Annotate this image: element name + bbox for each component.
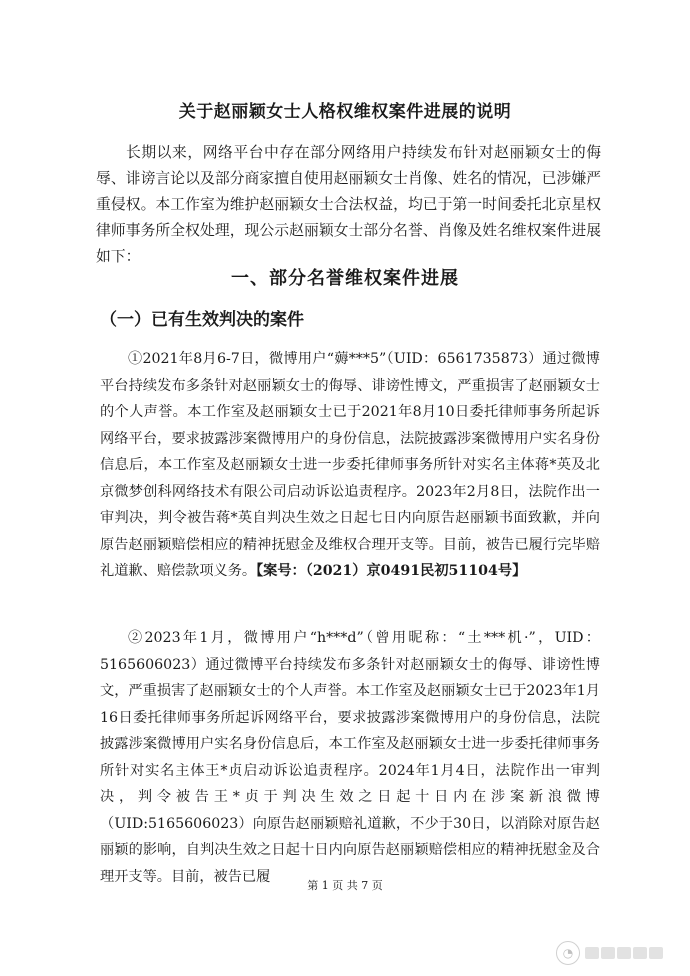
- section-heading: 一、部分名誉维权案件进展: [231, 268, 459, 289]
- watermark-blocks: [585, 947, 663, 959]
- page-footer: 第 1 页 共 7 页: [307, 879, 383, 892]
- document-title: 关于赵丽颖女士人格权维权案件进展的说明: [178, 102, 512, 122]
- subsection-heading: （一）已有生效判决的案件: [100, 310, 304, 330]
- case-1-reference: 【案号：（2021）京0491民初51104号】: [256, 563, 527, 579]
- watermark-block: [601, 947, 615, 959]
- watermark-block: [585, 947, 599, 959]
- watermark-block: [633, 947, 647, 959]
- case-1-paragraph: [100, 346, 600, 585]
- watermark-block: [617, 947, 631, 959]
- watermark: [556, 938, 684, 968]
- watermark-logo-icon: ◔: [556, 941, 580, 965]
- case-1-text: ①2021年8月6-7日，微博用户“薅***5”（UID：6561735873）通过微博平台持续发布多条针对赵丽颖女士的侮辱、诽谤性博文，严重损害了赵丽颖女士的个人声誉。本工作室及赵丽颖女士已于2021年8月10日委托律师事务所起诉网络平台，要求披露涉案微博用户的身份信息，法院披露涉案微博用户实名身份信息后，本工作室及赵丽颖女士进一步委托律师事务所针对实名主体蒋*英及北京微梦创科网络技术有限公司启动诉讼追责程序。2023年2月8日，法院作出一审判决，判令被告蒋*英自判决生效之日起七日内向原告赵丽颖书面致歉，并向原告赵丽颖赔偿相应的精神抚慰金及维权合理开支等。目前，被告已履行完毕赔礼道歉、赔偿款项义务。: [100, 351, 600, 579]
- watermark-block: [649, 947, 663, 959]
- case-2-paragraph: ②2023年1月，微博用户“h***d”（曾用昵称：“土***机·”，UID：5165606023）通过微博平台持续发布多条针对赵丽颖女士的侮辱、诽谤性博文，严重损害了赵丽颖女士的个人声誉。本工作室及赵丽颖女士已于2023年1月16日委托律师事务所起诉网络平台，要求披露涉案微博用户的身份信息，法院披露涉案微博用户实名身份信息后，本工作室及赵丽颖女士进一步委托律师事务所针对实名主体王*贞启动诉讼追责程序。2024年1月4日，法院作出一审判决，判令被告王*贞于判决生效之日起十日内在涉案新浪微博（UID:5165606023）向原告赵丽颖赔礼道歉，不少于30日，以消除对原告赵丽颖的影响，自判决生效之日起十日内向原告赵丽颖赔偿相应的精神抚慰金及合理开支等。目前，被告已履: [100, 630, 600, 885]
- intro-paragraph: 长期以来，网络平台中存在部分网络用户持续发布针对赵丽颖女士的侮辱、诽谤言论以及部分商家擅自使用赵丽颖女士肖像、姓名的情况，已涉嫌严重侵权。本工作室为维护赵丽颖女士合法权益，均已于第一时间委托北京星权律师事务所全权处理，现公示赵丽颖女士部分名誉、肖像及姓名维权案件进展如下：: [96, 144, 601, 265]
